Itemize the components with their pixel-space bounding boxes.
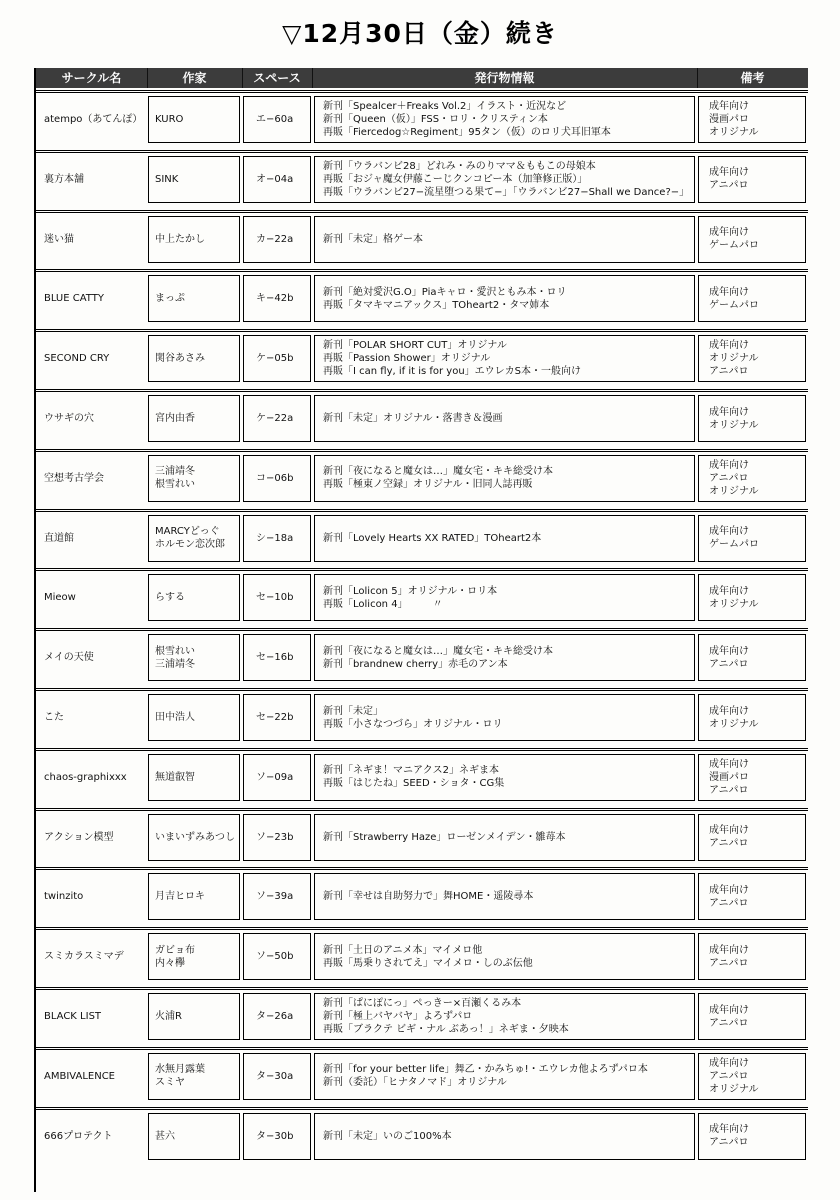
circle-name-text: 迷い猫 xyxy=(44,233,74,245)
author-name xyxy=(148,814,240,861)
publication-info-line: 再販「おジャ魔女伊藤こーじクンコピー本（加筆修正版）」 xyxy=(323,173,588,185)
notes-line: オリジナル xyxy=(709,353,759,365)
circle-name xyxy=(36,156,145,203)
notes-line: ゲームパロ xyxy=(709,539,759,551)
author-name-line: 月吉ヒロキ xyxy=(155,891,205,903)
publication-info-line: 新刊「POLAR SHORT CUT」オリジナル xyxy=(323,340,507,352)
publication-info-line: 新刊「未定」格ゲー本 xyxy=(323,233,423,245)
circle-name-text: こた xyxy=(44,712,64,723)
space-code xyxy=(243,814,311,861)
notes-line: アニパロ xyxy=(709,1137,749,1149)
author-name-line: 田中浩人 xyxy=(155,712,195,723)
notes-line: 漫画パロ xyxy=(709,771,749,783)
author-name-line: ホルモン恋次郎 xyxy=(155,539,225,551)
circle-table xyxy=(34,68,808,1192)
author-name-line: 三浦靖冬 xyxy=(155,658,195,670)
author-name xyxy=(148,395,240,442)
publication-info xyxy=(314,96,695,143)
notes-line: 成年向け xyxy=(709,526,749,538)
publication-info-line: 新刊「未定」オリジナル・落書き＆漫画 xyxy=(323,413,503,424)
publication-info xyxy=(314,574,695,621)
space-code-text: セ−22b xyxy=(256,712,294,723)
author-name-line: ガビョ布 xyxy=(155,944,195,956)
page-title: ▽12月30日（金）続き xyxy=(282,19,558,48)
circle-name xyxy=(36,694,145,741)
author-name-line: いまいずみあつし xyxy=(155,831,235,843)
notes-line: アニパロ xyxy=(709,472,749,484)
author-name-line: 三浦靖冬 xyxy=(155,466,195,478)
publication-info xyxy=(314,156,695,203)
publication-info xyxy=(314,216,695,263)
table-row xyxy=(36,449,808,505)
notes-line: ゲームパロ xyxy=(709,240,759,252)
notes-line: 成年向け xyxy=(709,167,749,179)
publication-info-line: 新刊「Spealcer＋Freaks Vol.2」イラスト・近況など xyxy=(323,101,567,112)
publication-info-line: 新刊「夜になると魔女は…」魔女宅・キキ総受け本 xyxy=(323,645,553,657)
publication-info xyxy=(314,933,695,980)
space-code-text: エ−60a xyxy=(256,114,294,125)
space-code-text: ソ−39a xyxy=(256,891,294,903)
circle-name-text: 666プロテクト xyxy=(44,1130,113,1142)
circle-name xyxy=(36,1053,145,1100)
notes xyxy=(698,814,806,861)
space-code xyxy=(243,216,311,263)
circle-name xyxy=(36,335,145,382)
author-name-line: 内々欅 xyxy=(155,957,185,969)
table-row xyxy=(36,987,808,1043)
notes xyxy=(698,933,806,980)
table-row xyxy=(36,688,808,744)
publication-info-line: 新刊「土日のアニメ本」マイメロ他 xyxy=(323,944,483,956)
publication-info-line: 再販「Fiercedog☆Regiment」95タン（仮）のロリ犬耳旧軍本 xyxy=(323,127,611,138)
publication-info-line: 新刊「ぱにぽにっ」ぺっきー×百瀬くるみ本 xyxy=(323,998,522,1009)
space-code-text: セ−10b xyxy=(256,592,294,604)
circle-name-text: BLUE CATTY xyxy=(44,293,104,305)
author-name-line: 根雪れい xyxy=(155,645,195,657)
table-header xyxy=(36,68,808,88)
table-row xyxy=(36,389,808,445)
space-code xyxy=(243,156,311,203)
table-row xyxy=(36,509,808,565)
circle-name-text: スミカラスミマデ xyxy=(44,951,124,963)
notes-line: 成年向け xyxy=(709,825,749,837)
circle-name xyxy=(36,814,145,861)
circle-name-text: AMBIVALENCE xyxy=(44,1070,115,1082)
circle-name xyxy=(36,1113,145,1160)
table-row xyxy=(36,568,808,624)
space-code xyxy=(243,873,311,920)
author-name-line: 宮内由香 xyxy=(155,413,195,424)
space-code xyxy=(243,754,311,801)
circle-name xyxy=(36,275,145,322)
author-name-line: 水無月露葉 xyxy=(155,1064,205,1076)
table-row xyxy=(36,1047,808,1103)
author-name-line: 関谷あさみ xyxy=(155,353,205,365)
notes-line: 成年向け xyxy=(709,101,749,112)
author-name-line: MARCYどっぐ xyxy=(155,526,220,538)
circle-name-text: SECOND CRY xyxy=(44,353,110,365)
space-code xyxy=(243,574,311,621)
table-row xyxy=(36,90,808,146)
publication-info-line: 再販「小さなつづら」オリジナル・ロリ xyxy=(323,718,503,730)
publication-info-line: 再販「ブラクテ ビギ・ナル ぶあっ！」ネギま・夕映本 xyxy=(323,1024,569,1035)
author-name-line: スミヤ xyxy=(155,1077,185,1089)
table-row xyxy=(36,1107,808,1163)
circle-name xyxy=(36,574,145,621)
notes-line: 成年向け xyxy=(709,340,749,352)
notes-line: 成年向け xyxy=(709,1057,749,1069)
space-code xyxy=(243,993,311,1040)
header-space: スペース xyxy=(242,68,313,88)
notes-line: 成年向け xyxy=(709,459,749,471)
notes-line: アニパロ xyxy=(709,897,749,909)
space-code xyxy=(243,634,311,681)
author-name xyxy=(148,335,240,382)
circle-name-text: アクション模型 xyxy=(44,831,114,843)
publication-info-line: 新刊「brandnew cherry」赤毛のアン本 xyxy=(323,658,508,670)
notes xyxy=(698,156,806,203)
publication-info xyxy=(314,754,695,801)
notes-line: 漫画パロ xyxy=(709,114,749,125)
space-code-text: タ−26a xyxy=(256,1011,294,1022)
space-code-text: シ−18a xyxy=(256,532,294,544)
space-code xyxy=(243,1053,311,1100)
space-code-text: ソ−23b xyxy=(256,831,294,843)
author-name-line: KURO xyxy=(155,114,184,125)
space-code xyxy=(243,455,311,502)
notes-line: 成年向け xyxy=(709,884,749,896)
publication-info-line: 新刊「極上バヤバヤ」よろずパロ xyxy=(323,1011,473,1022)
circle-name xyxy=(36,395,145,442)
publication-info-line: 新刊「Queen（仮）」FSS・ロリ・クリスティン本 xyxy=(323,114,548,125)
circle-name-text: twinzito xyxy=(44,891,84,903)
publication-info xyxy=(314,515,695,562)
notes-line: ゲームパロ xyxy=(709,299,759,311)
notes-line: 成年向け xyxy=(709,1004,749,1016)
header-publication: 発行物情報 xyxy=(312,68,698,88)
notes xyxy=(698,395,806,442)
circle-name xyxy=(36,993,145,1040)
circle-name xyxy=(36,754,145,801)
circle-name xyxy=(36,96,145,143)
notes xyxy=(698,96,806,143)
publication-info-line: 再販「Lolicon 4」 〃 xyxy=(323,598,443,610)
circle-name-text: 空想考古学会 xyxy=(44,472,104,484)
author-name-line: SINK xyxy=(155,173,179,185)
notes-line: アニパロ xyxy=(709,180,749,192)
publication-info xyxy=(314,275,695,322)
circle-name-text: chaos-graphixxx xyxy=(44,771,127,783)
table-row xyxy=(36,867,808,923)
notes-line: 成年向け xyxy=(709,585,749,597)
space-code xyxy=(243,933,311,980)
space-code xyxy=(243,694,311,741)
publication-info-line: 再販「馬乗りされてえ」マイメロ・しのぶ伝他 xyxy=(323,957,533,969)
notes-line: 成年向け xyxy=(709,645,749,657)
notes xyxy=(698,1053,806,1100)
author-name xyxy=(148,933,240,980)
author-name xyxy=(148,873,240,920)
space-code xyxy=(243,96,311,143)
publication-info-line: 再販「はじたね」SEED・ショタ・CG集 xyxy=(323,778,505,790)
notes-line: 成年向け xyxy=(709,406,749,418)
notes xyxy=(698,873,806,920)
author-name-line: 中上たかし xyxy=(155,233,205,245)
space-code-text: キ−42b xyxy=(256,293,294,305)
header-notes: 備考 xyxy=(740,71,765,85)
notes xyxy=(698,335,806,382)
notes-line: アニパロ xyxy=(709,658,749,670)
publication-info-line: 新刊（委託）「ヒナタノマド」オリジナル xyxy=(323,1077,507,1089)
publication-info-line: 新刊「Lovely Hearts XX RATED」TOheart2本 xyxy=(323,532,542,544)
table-row xyxy=(36,269,808,325)
notes-line: オリジナル xyxy=(709,127,759,138)
publication-info-line: 新刊「for your better life」舞乙・かみちゅ!・エウレカ他よろずパロ本 xyxy=(323,1064,648,1076)
notes-line: オリジナル xyxy=(709,419,759,431)
space-code-text: ケ−22a xyxy=(256,413,294,424)
space-code-text: カ−22a xyxy=(256,233,294,245)
table-row xyxy=(36,808,808,864)
space-code-text: ケ−05b xyxy=(256,353,294,365)
publication-info-line: 新刊「Strawberry Haze」ローゼンメイデン・雛苺本 xyxy=(323,831,566,843)
space-code-text: コ−06b xyxy=(256,472,294,484)
circle-name-text: 裏方本舗 xyxy=(44,173,84,185)
notes-line: アニパロ xyxy=(709,957,749,969)
author-name-line: らする xyxy=(155,592,185,604)
publication-info xyxy=(314,694,695,741)
circle-name-text: Mieow xyxy=(44,592,76,604)
author-name xyxy=(148,754,240,801)
notes-line: アニパロ xyxy=(709,838,749,850)
publication-info xyxy=(314,634,695,681)
author-name xyxy=(148,515,240,562)
circle-name-text: atempo（あてんぽ） xyxy=(44,114,143,125)
publication-info xyxy=(314,1113,695,1160)
space-code-text: タ−30b xyxy=(256,1130,294,1142)
circle-name xyxy=(36,873,145,920)
author-name xyxy=(148,993,240,1040)
table-row xyxy=(36,210,808,266)
author-name-line: 無道叡智 xyxy=(155,771,195,783)
publication-info-line: 再販「ウラバンビ27−流星堕つる果て−」「ウラバンビ27−Shall we Dance?−」 xyxy=(323,186,690,198)
header-author: 作家 xyxy=(147,68,243,88)
notes xyxy=(698,993,806,1040)
publication-info-line: 再販「I can fly, if it is for you」エウレカS本・一般向け xyxy=(323,366,582,378)
table-row xyxy=(36,927,808,983)
author-name xyxy=(148,216,240,263)
notes xyxy=(698,634,806,681)
notes xyxy=(698,574,806,621)
author-name-line: まっぷ xyxy=(155,293,185,305)
notes-line: オリジナル xyxy=(709,485,759,497)
publication-info xyxy=(314,395,695,442)
publication-info xyxy=(314,873,695,920)
publication-info-line: 新刊「ネギま！マニアクス2」ネギま本 xyxy=(323,765,499,777)
publication-info-line: 再販「Passion Shower」オリジナル xyxy=(323,353,491,365)
publication-info xyxy=(314,455,695,502)
publication-info xyxy=(314,814,695,861)
author-name xyxy=(148,156,240,203)
notes-line: アニパロ xyxy=(709,1070,749,1082)
circle-name xyxy=(36,634,145,681)
author-name-line: 火浦R xyxy=(155,1011,182,1022)
author-name xyxy=(148,455,240,502)
circle-name-text: メイの天使 xyxy=(44,652,94,664)
author-name-line: 根雪れい xyxy=(155,479,195,491)
publication-info-line: 新刊「Lolicon 5」オリジナル・ロリ本 xyxy=(323,585,498,597)
space-code-text: セ−16b xyxy=(256,652,294,664)
author-name-line: 甚六 xyxy=(155,1130,175,1142)
publication-info xyxy=(314,1053,695,1100)
circle-name-text: ウサギの穴 xyxy=(44,413,94,424)
notes-line: アニパロ xyxy=(709,784,749,796)
publication-info xyxy=(314,993,695,1040)
notes xyxy=(698,515,806,562)
notes xyxy=(698,216,806,263)
space-code xyxy=(243,395,311,442)
author-name xyxy=(148,1113,240,1160)
publication-info-line: 新刊「未定」いのご100%本 xyxy=(323,1130,452,1142)
space-code-text: ソ−50b xyxy=(256,951,294,963)
publication-info-line: 新刊「未定」 xyxy=(323,705,383,717)
circle-name-text: BLACK LIST xyxy=(44,1011,102,1022)
table-row xyxy=(36,748,808,804)
circle-name xyxy=(36,515,145,562)
space-code xyxy=(243,1113,311,1160)
notes-line: 成年向け xyxy=(709,944,749,956)
circle-name xyxy=(36,455,145,502)
space-code xyxy=(243,335,311,382)
table-row xyxy=(36,150,808,206)
publication-info-line: 新刊「夜になると魔女は…」魔女宅・キキ総受け本 xyxy=(323,466,553,478)
circle-name-text: 直道館 xyxy=(44,532,74,544)
notes-line: アニパロ xyxy=(709,1017,749,1029)
notes xyxy=(698,754,806,801)
notes xyxy=(698,275,806,322)
space-code-text: ソ−09a xyxy=(256,771,294,783)
table-row xyxy=(36,329,808,385)
space-code xyxy=(243,515,311,562)
notes-line: 成年向け xyxy=(709,705,749,717)
author-name xyxy=(148,275,240,322)
notes-line: 成年向け xyxy=(709,227,749,239)
publication-info-line: 再販「タマキマニアックス」TOheart2・タマ姉本 xyxy=(323,299,550,311)
notes-line: オリジナル xyxy=(709,598,759,610)
notes xyxy=(698,694,806,741)
space-code-text: オ−04a xyxy=(256,173,294,185)
circle-name xyxy=(36,216,145,263)
notes-line: 成年向け xyxy=(709,286,749,298)
circle-name xyxy=(36,933,145,980)
publication-info xyxy=(314,335,695,382)
space-code-text: タ−30a xyxy=(256,1070,294,1082)
publication-info-line: 新刊「絶対愛沢G.O」Piaキャロ・愛沢ともみ本・ロリ xyxy=(323,286,567,298)
space-code xyxy=(243,275,311,322)
header-circle: サークル名 xyxy=(36,68,148,88)
notes-line: オリジナル xyxy=(709,1083,759,1095)
notes xyxy=(698,455,806,502)
publication-info-line: 新刊「幸せは自助努力で」舞HOME・遥陵尋本 xyxy=(323,891,534,903)
author-name xyxy=(148,634,240,681)
notes-line: 成年向け xyxy=(709,758,749,770)
notes xyxy=(698,1113,806,1160)
notes-line: アニパロ xyxy=(709,366,749,378)
notes-line: 成年向け xyxy=(709,1124,749,1136)
author-name xyxy=(148,574,240,621)
publication-info-line: 再販「極東ノ空録」オリジナル・旧同人誌再販 xyxy=(323,479,533,491)
publication-info-line: 新刊「ウラバンビ28」どれみ・みのりママ＆ももこの母娘本 xyxy=(323,160,596,172)
author-name xyxy=(148,96,240,143)
author-name xyxy=(148,1053,240,1100)
table-row xyxy=(36,628,808,684)
notes-line: オリジナル xyxy=(709,718,759,730)
author-name xyxy=(148,694,240,741)
